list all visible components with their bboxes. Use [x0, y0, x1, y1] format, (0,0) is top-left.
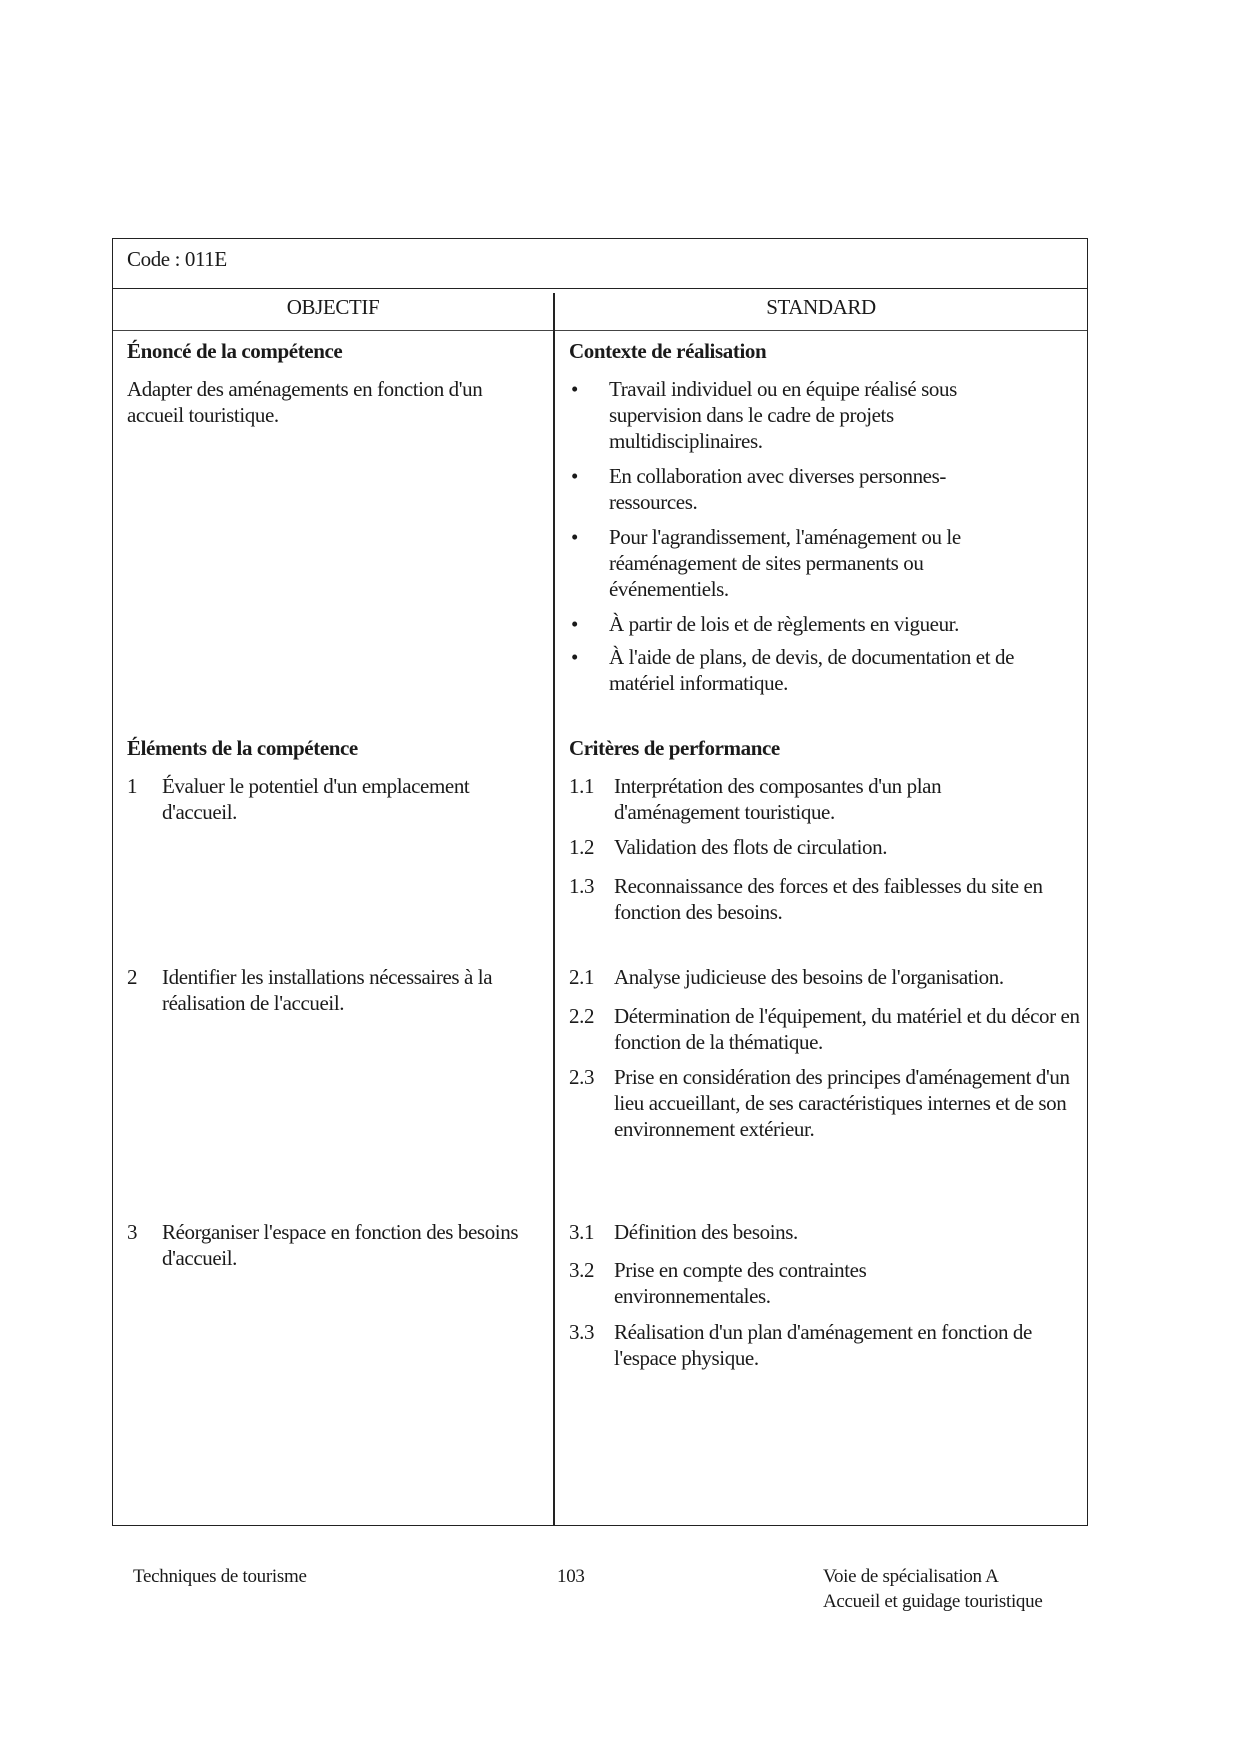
element-item: 3 Réorganiser l'espace en fonction des besoins d'accueil.: [127, 1220, 519, 1270]
footer-specialisation-name: Accueil et guidage touristique: [823, 1591, 1043, 1612]
element-item: 2 Identifier les installations nécessaires à la réalisation de l'accueil.: [127, 965, 493, 1015]
contexte-item: • Travail individuel ou en équipe réalisé sous supervision dans le cadre de projets multidisciplinaires.: [571, 377, 957, 453]
critere-item: 2.3 Prise en considération des principes d'aménagement d'un lieu accueillant, de ses caractéristiques internes et de son environnement extérieur.: [569, 1065, 1070, 1141]
critere-item: 2.1 Analyse judicieuse des besoins de l'organisation.: [569, 965, 1004, 989]
contexte-item: • À partir de lois et de règlements en vigueur.: [571, 612, 959, 636]
contexte-title: Contexte de réalisation: [569, 339, 767, 363]
page-number: 103: [557, 1566, 585, 1587]
column-divider: [553, 293, 555, 1525]
element-item: 1 Évaluer le potentiel d'un emplacement d'accueil.: [127, 774, 470, 824]
critere-item: 1.1 Interprétation des composantes d'un plan d'aménagement touristique.: [569, 774, 942, 824]
footer-program: Techniques de tourisme: [133, 1566, 307, 1587]
code-row: [113, 239, 1087, 289]
critere-item: 1.3 Reconnaissance des forces et des faiblesses du site en fonction des besoins.: [569, 874, 1043, 924]
standard-header: STANDARD: [766, 295, 876, 319]
header-row: [113, 289, 1087, 331]
criteres-title: Critères de performance: [569, 736, 780, 760]
competency-table: [112, 238, 1088, 1526]
footer-specialisation: Voie de spécialisation A: [823, 1566, 999, 1587]
critere-item: 3.2 Prise en compte des contraintes environnementales.: [569, 1258, 867, 1308]
enonce-text: Adapter des aménagements en fonction d'un accueil touristique.: [127, 377, 483, 427]
critere-item: 3.1 Définition des besoins.: [569, 1220, 798, 1244]
objectif-header: OBJECTIF: [286, 295, 380, 319]
contexte-item: • Pour l'agrandissement, l'aménagement ou le réaménagement de sites permanents ou événementiels.: [571, 525, 961, 601]
critere-item: 2.2 Détermination de l'équipement, du matériel et du décor en fonction de la thématique.: [569, 1004, 1080, 1054]
elements-title: Éléments de la compétence: [127, 736, 358, 760]
critere-item: 1.2 Validation des flots de circulation.: [569, 835, 888, 859]
code-label: Code : 011E: [127, 247, 227, 271]
contexte-item: • À l'aide de plans, de devis, de documentation et de matériel informatique.: [571, 645, 1015, 695]
contexte-item: • En collaboration avec diverses personnes-ressources.: [571, 464, 946, 514]
critere-item: 3.3 Réalisation d'un plan d'aménagement en fonction de l'espace physique.: [569, 1320, 1032, 1370]
enonce-title: Énoncé de la compétence: [127, 339, 343, 363]
